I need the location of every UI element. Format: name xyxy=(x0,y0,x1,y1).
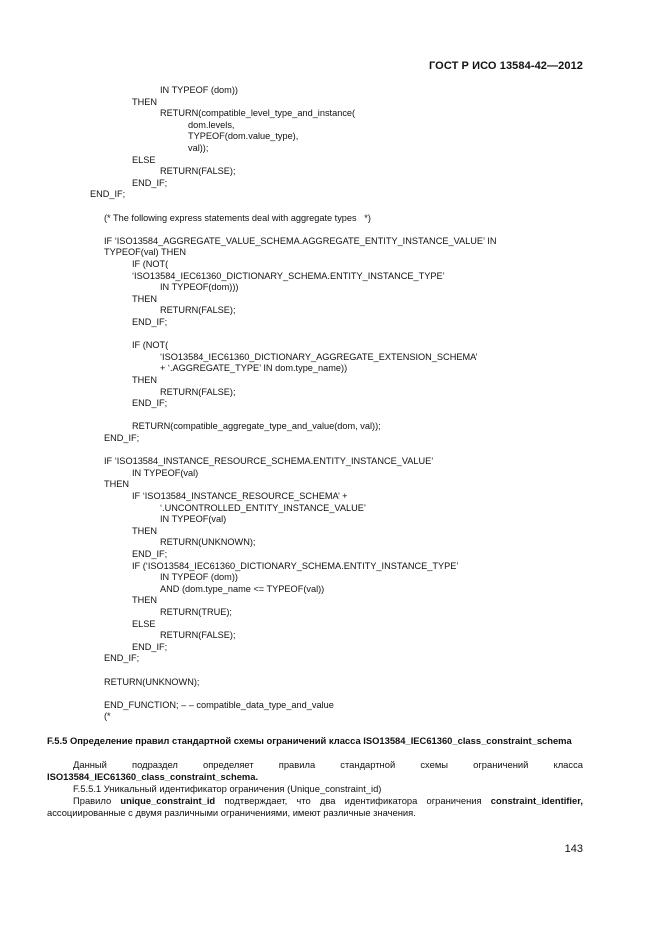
code-line: IN TYPEOF(val) xyxy=(132,467,199,478)
subsection-title: F.5.5.1 Уникальный идентификатор ограничения (Unique_constraint_id) xyxy=(73,783,382,794)
code-line: END_FUNCTION; – – compatible_data_type_and_value xyxy=(104,699,334,710)
code-line: THEN xyxy=(132,96,158,107)
code-line: END_IF; xyxy=(132,177,168,188)
code-line: RETURN(FALSE); xyxy=(160,305,236,316)
code-line: END_IF; xyxy=(132,317,168,327)
code-line: THEN xyxy=(132,375,158,385)
page-number: 143 xyxy=(564,843,583,855)
code-line: IN TYPEOF(val) xyxy=(160,514,227,525)
code-line: ELSE xyxy=(132,154,156,165)
code-line: THEN xyxy=(132,525,158,536)
code-line: RETURN(UNKNOWN); xyxy=(104,676,200,687)
code-line: IN TYPEOF (dom)) xyxy=(160,572,238,583)
code-line: (* xyxy=(104,711,111,722)
paragraph-rule xyxy=(47,795,583,819)
code-line: + ‘.AGGREGATE_TYPE’ IN dom.type_name)) xyxy=(160,363,348,374)
code-line: val)); xyxy=(188,143,209,153)
code-line: ‘ISO13584_IEC61360_DICTIONARY_SCHEMA.ENTITY_INSTANCE_TYPE’ xyxy=(132,270,445,281)
code-line: RETURN(compatible_level_type_and_instance( xyxy=(160,108,356,119)
code-line: ‘ISO13584_IEC61360_DICTIONARY_AGGREGATE_EXTENSION_SCHEMA’ xyxy=(160,351,478,362)
code-line: IF (‘ISO13584_IEC61360_DICTIONARY_SCHEMA.ENTITY_INSTANCE_TYPE’ xyxy=(132,560,459,571)
code-line: RETURN(compatible_aggregate_type_and_value(dom, val)); xyxy=(132,421,381,432)
section-title: Определение правил стандартной схемы ограничений класса ISO13584_IEC61360_class_constraint_schema xyxy=(69,735,572,746)
code-line: END_IF; xyxy=(132,398,168,409)
paragraph-text: ассоциированные с двумя различными ограничениями, имеют различные значения. xyxy=(47,806,416,818)
code-line: IF ‘ISO13584_AGGREGATE_VALUE_SCHEMA.AGGREGATE_ENTITY_INSTANCE_VALUE’ IN xyxy=(104,235,497,246)
code-line: IF ‘ISO13584_INSTANCE_RESOURCE_SCHEMA’ + xyxy=(132,491,348,501)
section-heading xyxy=(47,735,583,747)
code-line: IN TYPEOF (dom)) xyxy=(160,85,238,95)
code-line: RETURN(FALSE); xyxy=(160,166,236,177)
section-number: F.5.5 xyxy=(47,735,68,746)
code-line: RETURN(FALSE); xyxy=(160,386,236,397)
code-line: END_IF; xyxy=(104,433,140,443)
code-line: ELSE xyxy=(132,618,156,629)
code-line: THEN xyxy=(132,293,158,304)
code-line: END_IF; xyxy=(90,189,126,200)
paragraph-text: Правило xyxy=(73,795,121,806)
code-line: IN TYPEOF(dom))) xyxy=(160,282,239,293)
rule-name: unique_constraint_id xyxy=(120,795,216,806)
schema-name: ISO13584_IEC61360_class_constraint_schema. xyxy=(47,770,259,782)
code-line: THEN xyxy=(104,479,130,490)
code-line: IF (NOT( xyxy=(132,340,169,351)
code-line: AND (dom.type_name <= TYPEOF(val)) xyxy=(160,583,325,594)
code-line: RETURN(FALSE); xyxy=(160,630,236,641)
code-line: END_IF; xyxy=(132,641,168,652)
code-line: (* The following express statements deal with aggregate types *) xyxy=(104,212,371,223)
document-header: ГОСТ Р ИСО 13584-42—2012 xyxy=(428,60,583,72)
code-line: TYPEOF(val) THEN xyxy=(104,247,187,258)
code-line: ‘.UNCONTROLLED_ENTITY_INSTANCE_VALUE’ xyxy=(160,502,366,513)
code-line: IF ‘ISO13584_INSTANCE_RESOURCE_SCHEMA.ENTITY_INSTANCE_VALUE’ xyxy=(104,456,434,467)
code-line: IF (NOT( xyxy=(132,259,169,269)
code-line: RETURN(TRUE); xyxy=(160,607,232,617)
code-line: TYPEOF(dom.value_type), xyxy=(188,131,299,142)
paragraph-text: подтверждает, что два идентификатора ограничения xyxy=(215,795,491,806)
code-line: THEN xyxy=(132,595,158,606)
code-line: RETURN(UNKNOWN); xyxy=(160,537,256,548)
paragraph-intro xyxy=(47,759,583,783)
code-line: END_IF; xyxy=(104,653,140,664)
code-line: END_IF; xyxy=(132,549,168,559)
paragraph-text: Данный подраздел определяет правила стандартной схемы ограничений класса xyxy=(73,759,583,770)
attribute-name: constraint_identifier, xyxy=(490,795,583,806)
code-line: dom.levels, xyxy=(188,119,235,130)
